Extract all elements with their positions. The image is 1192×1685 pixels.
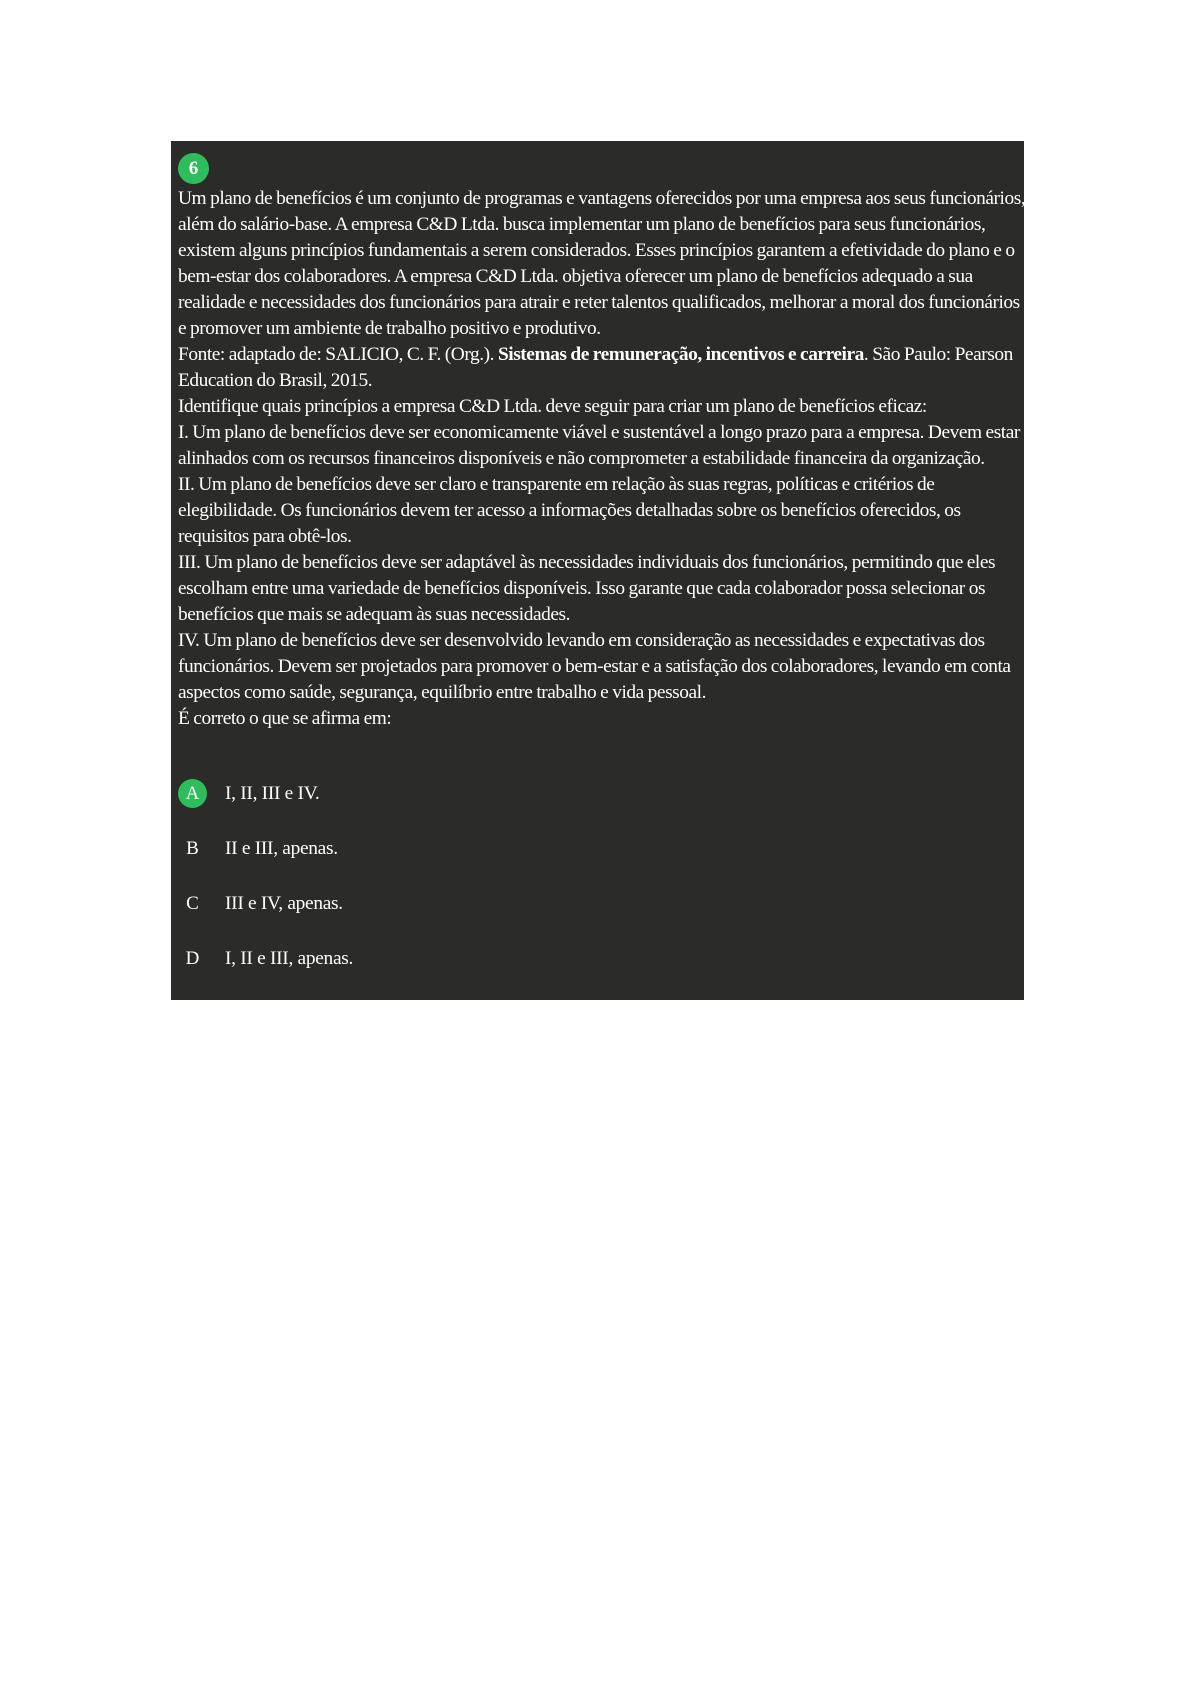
option-text: I, II, III e IV.: [225, 782, 320, 804]
option-letter-badge: C: [186, 893, 199, 914]
option-c[interactable]: [178, 876, 1024, 931]
option-a[interactable]: [178, 766, 1024, 821]
statement-iii: III. Um plano de benefícios deve ser adaptável às necessidades individuais dos funcionários, permitindo que eles escolham entre uma variedade de benefícios disponíveis. Isso garante que cada colaborador possa selecionar os benefícios que mais se adequam às suas necessidades.: [178, 552, 996, 625]
option-letter-badge: B: [186, 838, 199, 859]
question-source: [178, 342, 1028, 394]
option-text: III e IV, apenas.: [225, 892, 343, 914]
option-d[interactable]: [178, 931, 1024, 986]
option-letter-badge: A: [178, 779, 207, 808]
question-closing: É correto o que se afirma em:: [178, 708, 392, 729]
question-body: [178, 186, 1028, 732]
source-prefix: Fonte: adaptado de: SALICIO, C. F. (Org.).: [178, 344, 498, 365]
option-letter-badge: D: [185, 948, 200, 969]
statement-i: I. Um plano de benefícios deve ser economicamente viável e sustentável a longo prazo para a empresa. Devem estar alinhados com os recursos financeiros disponíveis e não comprometer a estabilidade financeira da organização.: [178, 422, 1020, 469]
option-text: I, II e III, apenas.: [225, 947, 354, 969]
option-b[interactable]: [178, 821, 1024, 876]
answer-options: [178, 766, 1024, 986]
question-context-paragraph: Um plano de benefícios é um conjunto de programas e vantagens oferecidos por uma empresa aos seus funcionários, além do salário-base. A empresa C&D Ltda. busca implementar um plano de benefícios para seus funcionários, existem alguns princípios fundamentais a serem considerados. Esses princípios garantem a efetividade do plano e o bem-estar dos colaboradores. A empresa C&D Ltda. objetiva oferecer um plano de benefícios adequado a sua realidade e necessidades dos funcionários para atrair e reter talentos qualificados, melhorar a moral dos funcionários e promover um ambiente de trabalho positivo e produtivo.: [178, 188, 1026, 339]
statement-ii: II. Um plano de benefícios deve ser claro e transparente em relação às suas regras, políticas e critérios de elegibilidade. Os funcionários devem ter acesso a informações detalhadas sobre os benefícios oferecidos, os requisitos para obtê-los.: [178, 474, 961, 547]
option-text: II e III, apenas.: [225, 837, 338, 859]
source-suffix: . São Paulo: Pearson Education do Brasil, 2015.: [178, 344, 1013, 391]
question-prompt: Identifique quais princípios a empresa C&D Ltda. deve seguir para criar um plano de benefícios eficaz:: [178, 396, 927, 417]
source-title: Sistemas de remuneração, incentivos e carreira: [497, 344, 864, 365]
question-card: [171, 141, 1024, 1000]
question-number-badge: 6: [178, 153, 209, 184]
statement-iv: IV. Um plano de benefícios deve ser desenvolvido levando em consideração as necessidades e expectativas dos funcionários. Devem ser projetados para promover o bem-estar e a satisfação dos colaboradores, levando em conta aspectos como saúde, segurança, equilíbrio entre trabalho e vida pessoal.: [178, 630, 1011, 703]
